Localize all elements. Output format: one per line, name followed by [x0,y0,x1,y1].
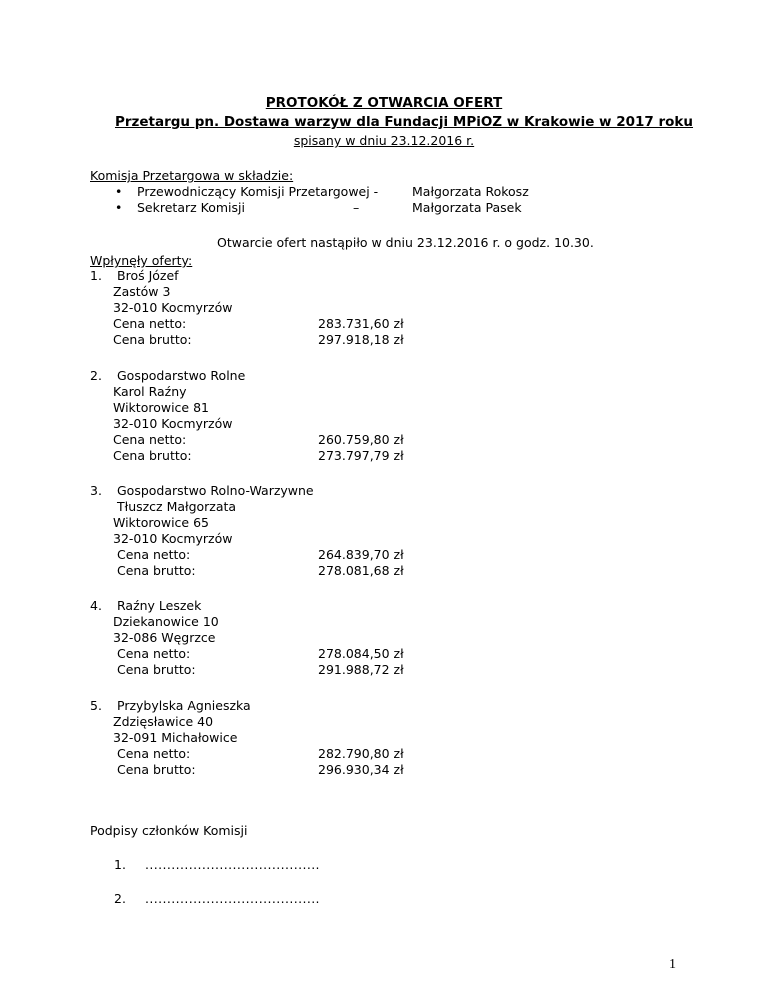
offer-address-line: 32-010 Kocmyrzów [113,531,233,546]
signatures-heading: Podpisy członków Komisji [90,823,248,838]
price-netto-value: 278.084,50 zł [318,646,404,661]
price-netto-value: 283.731,60 zł [318,316,404,331]
signature-number: 1. [114,857,126,872]
offer-name: Gospodarstwo Rolno-Warzywne [117,483,314,498]
opening-statement: Otwarcie ofert nastąpiło w dniu 23.12.2016 r. o godz. 10.30. [217,235,594,250]
price-brutto-label: Cena brutto: [113,332,192,347]
price-netto-label: Cena netto: [117,746,191,761]
price-netto-value: 264.839,70 zł [318,547,404,562]
price-brutto-label: Cena brutto: [117,563,196,578]
offer-name: Przybylska Agnieszka [117,698,251,713]
commission-member-role: • Przewodniczący Komisji Przetargowej - [137,184,378,200]
offer-address-line: 32-010 Kocmyrzów [113,416,233,431]
offer-address-line: 32-086 Węgrzce [113,630,216,645]
price-netto-label: Cena netto: [117,547,191,562]
offer-name: Broś Józef [117,268,179,283]
page-number: 1 [669,957,676,972]
commission-heading: Komisja Przetargowa w składzie: [90,168,294,183]
offer-number: 4. [90,598,102,613]
price-brutto-value: 273.797,79 zł [318,448,404,463]
offer-address-line: Zastów 3 [113,284,171,299]
offer-name: Gospodarstwo Rolne [117,368,246,383]
offer-number: 3. [90,483,102,498]
commission-member-name: Małgorzata Pasek [412,200,522,215]
offer-address-line: 32-091 Michałowice [113,730,238,745]
commission-member-dash: – [353,200,360,215]
offer-address-line: Wiktorowice 81 [113,400,209,415]
commission-member-name: Małgorzata Rokosz [412,184,529,199]
tender-subject: Przetargu pn. Dostawa warzyw dla Fundacji MPiOZ w Krakowie w 2017 roku [114,114,694,130]
offer-address-line: Karol Raźny [113,384,187,399]
price-netto-label: Cena netto: [113,432,187,447]
offer-address-line: Dziekanowice 10 [113,614,219,629]
price-netto-value: 282.790,80 zł [318,746,404,761]
offer-number: 5. [90,698,102,713]
signature-line: ........................................ [145,857,320,872]
offer-address-line: Wiktorowice 65 [113,515,209,530]
document-date: spisany w dniu 23.12.2016 r. [293,133,475,148]
price-brutto-label: Cena brutto: [117,662,196,677]
offer-name: Raźny Leszek [117,598,202,613]
signature-number: 2. [114,891,126,906]
offer-address-line: Zdzięsławice 40 [113,714,214,729]
offer-address-line: Tłuszcz Małgorzata [117,499,237,514]
offer-address-line: 32-010 Kocmyrzów [113,300,233,315]
price-brutto-value: 297.918,18 zł [318,332,404,347]
offers-heading: Wpłynęły oferty: [90,253,193,268]
commission-member-role: • Sekretarz Komisji [137,200,245,216]
price-brutto-label: Cena brutto: [117,762,196,777]
signature-line: ........................................ [145,891,320,906]
document-title: PROTOKÓŁ Z OTWARCIA OFERT [265,95,503,111]
price-brutto-label: Cena brutto: [113,448,192,463]
offer-number: 1. [90,268,102,283]
offer-number: 2. [90,368,102,383]
price-netto-value: 260.759,80 zł [318,432,404,447]
price-brutto-value: 296.930,34 zł [318,762,404,777]
price-netto-label: Cena netto: [117,646,191,661]
price-brutto-value: 291.988,72 zł [318,662,404,677]
price-netto-label: Cena netto: [113,316,187,331]
price-brutto-value: 278.081,68 zł [318,563,404,578]
